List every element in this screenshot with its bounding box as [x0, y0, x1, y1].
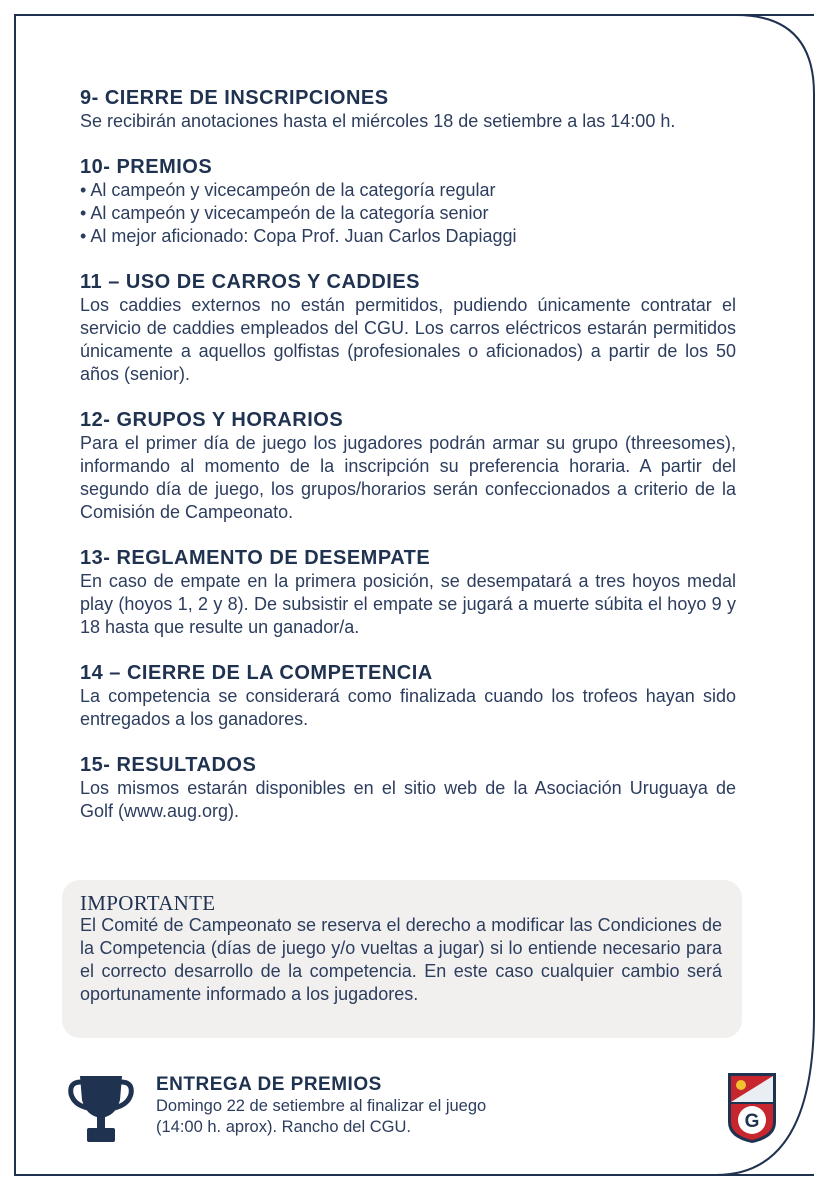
section-title: 13- REGLAMENTO DE DESEMPATE: [80, 547, 431, 569]
section-body: La competencia se considerará como finalizada cuando los trofeos hayan sido entregados a los ganadores.: [80, 686, 736, 729]
prizes-list: [80, 179, 736, 248]
section-title: 15- RESULTADOS: [80, 754, 257, 776]
important-title: IMPORTANTE: [80, 891, 216, 915]
awards-line-1: Domingo 22 de setiembre al finalizar el juego: [156, 1097, 487, 1115]
section-premios: [80, 155, 736, 248]
trophy-icon: [66, 1072, 136, 1144]
awards-line-2: (14:00 h. aprox). Rancho del CGU.: [156, 1118, 411, 1136]
list-item: • Al mejor aficionado: Copa Prof. Juan Carlos Dapiaggi: [80, 225, 736, 248]
section-body: Para el primer día de juego los jugadores podrán armar su grupo (threesomes), informando al momento de la inscripción su preferencia horaria. A partir del segundo día de juego, los grupos/horarios serán confeccionados a criterio de la Comisión de Campeonato.: [80, 433, 736, 522]
section-title: 14 – CIERRE DE LA COMPETENCIA: [80, 662, 433, 684]
section-carros-caddies: [80, 270, 736, 386]
section-resultados: [80, 753, 736, 823]
list-item: • Al campeón y vicecampeón de la categoría regular: [80, 179, 736, 202]
important-notice: [62, 880, 742, 1038]
section-title: 9- CIERRE DE INSCRIPCIONES: [80, 87, 389, 109]
section-body: Se recibirán anotaciones hasta el miércoles 18 de setiembre a las 14:00 h.: [80, 111, 676, 131]
section-grupos-horarios: [80, 408, 736, 524]
section-body: En caso de empate en la primera posición, se desempatará a tres hoyos medal play (hoyos 1, 2 y 8). De subsistir el empate se jugará a muerte súbita el hoyo 9 y 18 hasta que resulte un ganador/a.: [80, 571, 736, 637]
logo-letter: G: [744, 1111, 760, 1132]
awards-ceremony: [156, 1074, 586, 1138]
section-body: Los mismos estarán disponibles en el sitio web de la Asociación Uruguaya de Golf (www.aug.org).: [80, 778, 736, 821]
club-logo: [727, 1072, 777, 1144]
important-body: El Comité de Campeonato se reserva el derecho a modificar las Condiciones de la Competencia (días de juego y/o vueltas a jugar) si lo entiende necesario para el correcto desarrollo de la competencia. En este caso cualquier cambio será oportunamente informado a los jugadores.: [80, 915, 722, 1004]
section-title: 12- GRUPOS Y HORARIOS: [80, 409, 344, 431]
awards-title: ENTREGA DE PREMIOS: [156, 1074, 382, 1095]
rules-content: [80, 86, 736, 845]
section-body: Los caddies externos no están permitidos, pudiendo únicamente contratar el servicio de caddies empleados del CGU. Los carros eléctricos estarán permitidos únicamente a aquellos golfistas (profesionales o aficionados) a partir de los 50 años (senior).: [80, 295, 736, 384]
section-title: 11 – USO DE CARROS Y CADDIES: [80, 271, 421, 293]
section-cierre-inscripciones: [80, 86, 736, 133]
section-desempate: [80, 546, 736, 639]
section-title: 10- PREMIOS: [80, 156, 213, 178]
list-item: • Al campeón y vicecampeón de la categoría senior: [80, 202, 736, 225]
section-cierre-competencia: [80, 661, 736, 731]
